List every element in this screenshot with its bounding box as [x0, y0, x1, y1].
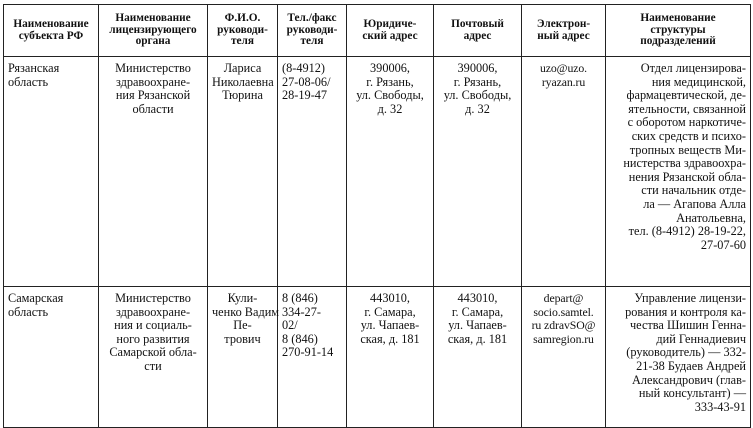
header-structure: Наименование структуры подразделений — [606, 5, 751, 57]
cell-region: Рязанская область — [4, 57, 99, 287]
cell-authority: Министерство здравоохране- ния и социаль- ного развития Самарской обла- сти — [99, 287, 208, 428]
cell-structure: Отдел лицензирова- ния медицинской, фармацевтической, де- ятельности, связанной с оборотом наркотиче- ских средств и психо- тропных веществ Ми- нистерства здравоохра- нения Рязанской обла- сти начальник отде- ла — Агапова Алла Анатольевна, тел. (8-4912) 28-19-22, 27-07-60 — [606, 57, 751, 287]
cell-email: depart@ socio.samtel. ru zdravSO@ samregion.ru — [522, 287, 606, 428]
header-row — [4, 5, 751, 57]
cell-legal-address: 390006, г. Рязань, ул. Свободы, д. 32 — [347, 57, 434, 287]
cell-structure: Управление лицензи- рования и контроля ка- чества Шишин Генна- дий Геннадиевич (руководитель) — 332- 21-38 Будаев Андрей Александрович (глав- ный консультант) — 333-43-91 — [606, 287, 751, 428]
cell-authority: Министерство здравоохране- ния Рязанской области — [99, 57, 208, 287]
cell-email: uzo@uzo. ryazan.ru — [522, 57, 606, 287]
header-legal-address: Юридиче- ский адрес — [347, 5, 434, 57]
cell-postal-address: 390006, г. Рязань, ул. Свободы, д. 32 — [434, 57, 522, 287]
table-row — [4, 287, 751, 428]
header-postal-address: Почтовый адрес — [434, 5, 522, 57]
cell-head-name: Кули- ченко Вадим Пе- трович — [208, 287, 278, 428]
table-row — [4, 57, 751, 287]
cell-legal-address: 443010, г. Самара, ул. Чапаев- ская, д. 181 — [347, 287, 434, 428]
header-phone: Тел./факс руководи- теля — [278, 5, 347, 57]
cell-phone: (8-4912) 27-08-06/ 28-19-47 — [278, 57, 347, 287]
header-authority: Наименование лицензирующего органа — [99, 5, 208, 57]
header-head-name: Ф.И.О. руководи- теля — [208, 5, 278, 57]
cell-phone: 8 (846) 334-27- 02/ 8 (846) 270-91-14 — [278, 287, 347, 428]
cell-region: Самарская область — [4, 287, 99, 428]
cell-postal-address: 443010, г. Самара, ул. Чапаев- ская, д. 181 — [434, 287, 522, 428]
header-email: Электрон- ный адрес — [522, 5, 606, 57]
cell-head-name: Лариса Николаевна Тюрина — [208, 57, 278, 287]
licensing-authorities-table — [3, 4, 751, 428]
header-region: Наименование субъекта РФ — [4, 5, 99, 57]
